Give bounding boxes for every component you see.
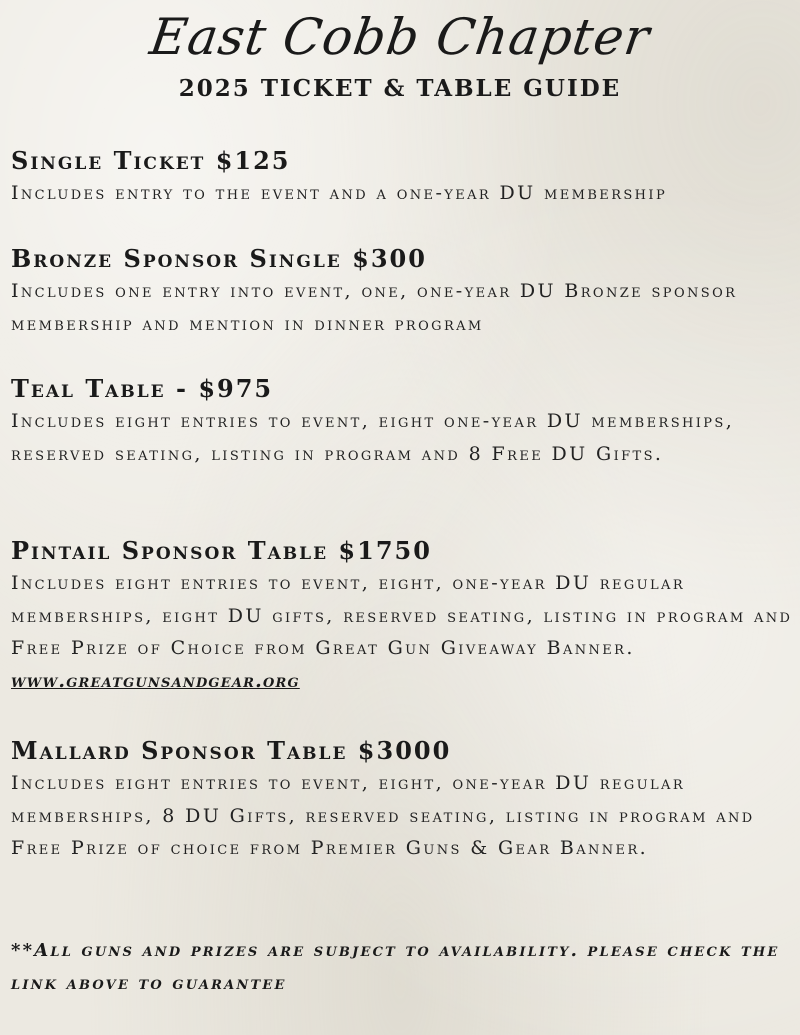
tier-mallard-sponsor-table [11, 735, 796, 865]
tier-description [11, 567, 796, 697]
tier-pintail-sponsor-table [11, 535, 796, 697]
tier-heading: Pintail Sponsor Table $1750 [11, 536, 432, 565]
tier-description: Includes eight entries to event, eight one-year DU memberships, reserved seating, listing in program and 8 Free DU Gifts. [11, 410, 735, 465]
tier-description: Includes entry to the event and a one-year DU membership [11, 182, 668, 204]
tier-teal-table [11, 373, 796, 470]
tier-heading: Mallard Sponsor Table $3000 [11, 736, 452, 765]
tier-description-text: Includes eight entries to event, eight, one-year DU regular memberships, eight DU gifts, reserved seating, listing in program and Free Prize of Choice from Great Gun Giveaway Banner. [11, 572, 793, 659]
tier-bronze-sponsor-single [11, 243, 796, 340]
tier-description: Includes one entry into event, one, one-year DU Bronze sponsor membership and mention in dinner program [11, 280, 738, 335]
tier-heading: Teal Table - $975 [11, 374, 274, 403]
tier-heading: Bronze Sponsor Single $300 [11, 244, 427, 273]
tier-single-ticket [11, 145, 796, 210]
guide-title: 2025 TICKET & TABLE GUIDE [178, 75, 622, 102]
tier-description: Includes eight entries to event, eight, one-year DU regular memberships, 8 DU Gifts, reserved seating, listing in program and Free Prize of choice from Premier Guns & Gear Banner. [11, 772, 755, 859]
availability-disclaimer: **All guns and prizes are subject to availability. please check the link above to guarantee [11, 940, 780, 994]
greatgunsandgear-link[interactable]: www.greatgunsandgear.org [11, 669, 300, 692]
chapter-title: East Cobb Chapter [146, 8, 654, 66]
tier-heading: Single Ticket $125 [11, 146, 291, 175]
